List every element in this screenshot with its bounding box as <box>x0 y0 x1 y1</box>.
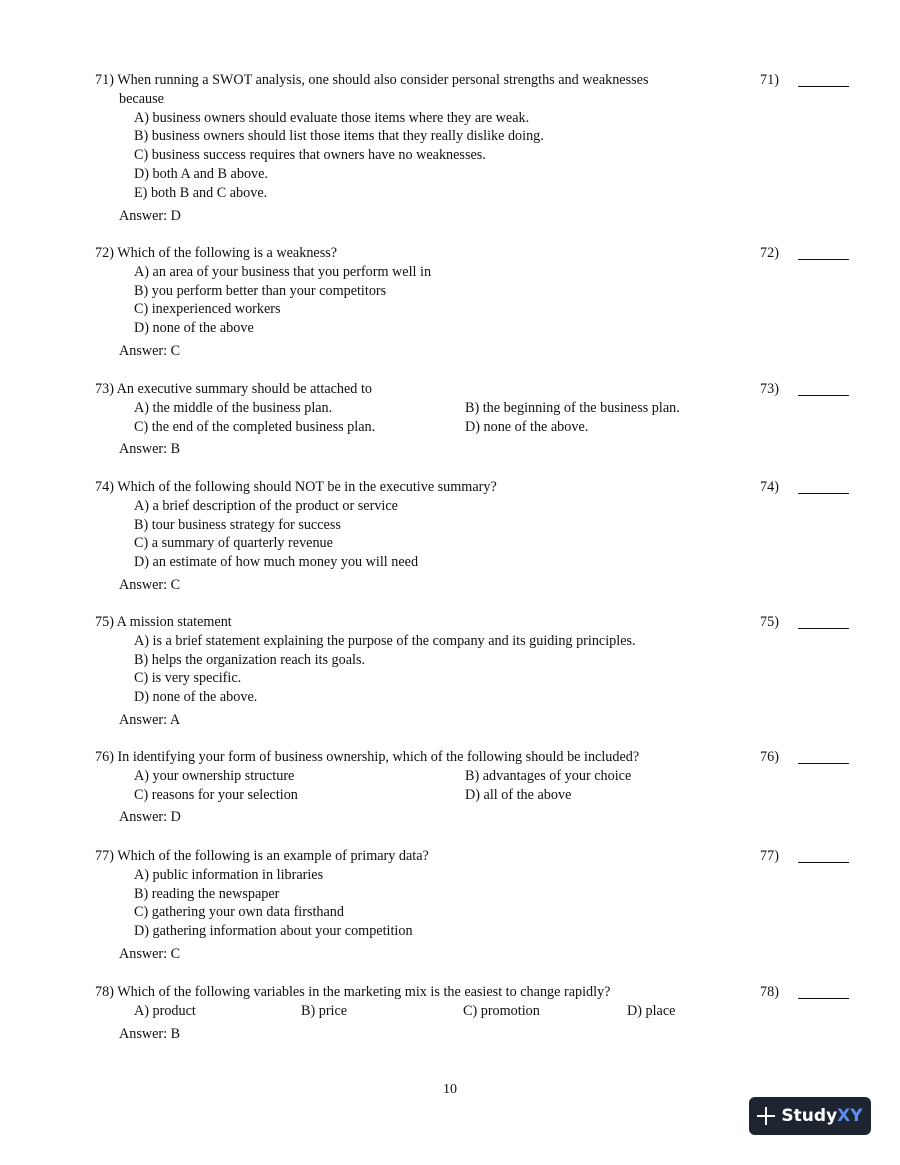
question-stem <box>95 244 725 263</box>
answer-blank-group <box>760 71 850 90</box>
choice-e: E) both B and C above. <box>134 184 268 201</box>
choice-d: D) none of the above. <box>134 689 258 706</box>
answer-blank-group <box>760 380 850 399</box>
question-74 <box>95 478 850 595</box>
answer-blank-line <box>798 86 849 87</box>
choice-c: C) the end of the completed business plan. <box>134 418 376 435</box>
answer-key: Answer: A <box>119 711 181 728</box>
choice-a: A) a brief description of the product or service <box>134 497 398 514</box>
choice-b: B) business owners should list those items that they really dislike doing. <box>134 128 544 145</box>
answer-blank-group <box>760 748 850 767</box>
logo-text: Study <box>781 1106 838 1126</box>
question-number-label: 71) <box>760 72 779 88</box>
answer-blank-group <box>760 478 850 497</box>
choice-a: A) an area of your business that you perform well in <box>134 263 432 280</box>
choice-d: D) both A and B above. <box>134 165 268 182</box>
choice-list <box>134 632 850 707</box>
question-stem <box>95 613 725 632</box>
question-number-label: 78) <box>760 984 779 1000</box>
choice-a: A) public information in libraries <box>134 866 324 883</box>
choice-a: A) product <box>134 1002 196 1019</box>
choice-d: D) gathering information about your competition <box>134 923 413 940</box>
choice-b: B) tour business strategy for success <box>134 516 341 533</box>
choice-c: C) reasons for your selection <box>134 786 298 803</box>
answer-key: Answer: B <box>119 1025 181 1042</box>
choice-d: D) all of the above <box>465 786 572 803</box>
question-text: 75) A mission statement <box>95 614 232 630</box>
choice-list <box>134 866 850 941</box>
question-text: 72) Which of the following is a weakness? <box>95 245 338 261</box>
plus-icon <box>757 1107 775 1125</box>
choice-d: D) none of the above. <box>465 418 589 435</box>
choice-b: B) advantages of your choice <box>465 767 632 784</box>
choice-row <box>134 1002 850 1021</box>
question-text: 74) Which of the following should NOT be in the executive summary? <box>95 479 497 495</box>
choice-a: A) the middle of the business plan. <box>134 399 333 416</box>
question-stem <box>95 71 725 109</box>
question-stem <box>95 748 735 767</box>
answer-key: Answer: C <box>119 576 181 593</box>
choice-c: C) is very specific. <box>134 670 242 687</box>
choice-a: A) business owners should evaluate those items where they are weak. <box>134 109 530 126</box>
answer-blank-line <box>798 628 849 629</box>
answer-blank-group <box>760 244 850 263</box>
answer-blank-line <box>798 259 849 260</box>
question-77 <box>95 847 850 964</box>
answer-key: Answer: B <box>119 441 181 458</box>
answer-blank-line <box>798 998 849 999</box>
question-text: 77) Which of the following is an example of primary data? <box>95 848 429 864</box>
choice-a: A) your ownership structure <box>134 767 295 784</box>
logo-text-accent: XY <box>837 1106 863 1126</box>
question-stem <box>95 478 725 497</box>
question-number-label: 74) <box>760 479 779 495</box>
choice-c: C) promotion <box>463 1002 540 1019</box>
choice-row <box>134 767 850 786</box>
question-text: 71) When running a SWOT analysis, one should also consider personal strengths and weaknesses <box>95 72 649 88</box>
studyxy-logo-badge[interactable] <box>749 1097 871 1135</box>
question-number-label: 77) <box>760 848 779 864</box>
choice-c: C) a summary of quarterly revenue <box>134 535 333 552</box>
answer-blank-line <box>798 493 849 494</box>
choice-c: C) business success requires that owners have no weaknesses. <box>134 147 486 164</box>
choice-row <box>134 418 850 437</box>
question-text: 73) An executive summary should be attached to <box>95 381 372 397</box>
choice-c: C) inexperienced workers <box>134 301 281 318</box>
answer-blank-group <box>760 983 850 1002</box>
choice-d: D) place <box>627 1002 676 1019</box>
choice-list <box>134 399 850 437</box>
choice-list <box>134 767 850 805</box>
answer-blank-line <box>798 862 849 863</box>
choice-list <box>134 497 850 572</box>
choice-b: B) helps the organization reach its goals. <box>134 651 366 668</box>
choice-c: C) gathering your own data firsthand <box>134 904 344 921</box>
question-number-label: 75) <box>760 614 779 630</box>
question-78 <box>95 983 850 1043</box>
question-number-label: 72) <box>760 245 779 261</box>
answer-blank-group <box>760 613 850 632</box>
choice-b: B) reading the newspaper <box>134 885 280 902</box>
choice-row <box>134 786 850 805</box>
question-75 <box>95 613 850 730</box>
choice-a: A) is a brief statement explaining the purpose of the company and its guiding principles. <box>134 632 636 649</box>
choice-b: B) you perform better than your competitors <box>134 282 387 299</box>
question-stem <box>95 983 735 1002</box>
question-text: 78) Which of the following variables in the marketing mix is the easiest to change rapidly? <box>95 984 611 1000</box>
question-number-label: 76) <box>760 749 779 765</box>
page-number: 10 <box>443 1082 457 1097</box>
choice-b: B) price <box>301 1002 348 1019</box>
question-73 <box>95 380 850 459</box>
choice-row <box>134 399 850 418</box>
choice-list <box>134 263 850 338</box>
choice-list <box>134 109 850 203</box>
answer-key: Answer: C <box>119 342 181 359</box>
answer-key: Answer: C <box>119 945 181 962</box>
choice-b: B) the beginning of the business plan. <box>465 399 680 416</box>
question-text-continued: because <box>119 90 164 107</box>
answer-blank-line <box>798 763 849 764</box>
question-71 <box>95 71 850 225</box>
question-stem <box>95 380 725 399</box>
choice-d: D) none of the above <box>134 320 254 337</box>
question-72 <box>95 244 850 361</box>
question-stem <box>95 847 725 866</box>
answer-blank-group <box>760 847 850 866</box>
question-text: 76) In identifying your form of business ownership, which of the following should be included? <box>95 749 640 765</box>
answer-blank-line <box>798 395 849 396</box>
answer-key: Answer: D <box>119 207 181 224</box>
question-76 <box>95 748 850 827</box>
answer-key: Answer: D <box>119 809 181 826</box>
question-number-label: 73) <box>760 381 779 397</box>
choice-list <box>134 1002 850 1021</box>
choice-d: D) an estimate of how much money you will need <box>134 554 419 571</box>
